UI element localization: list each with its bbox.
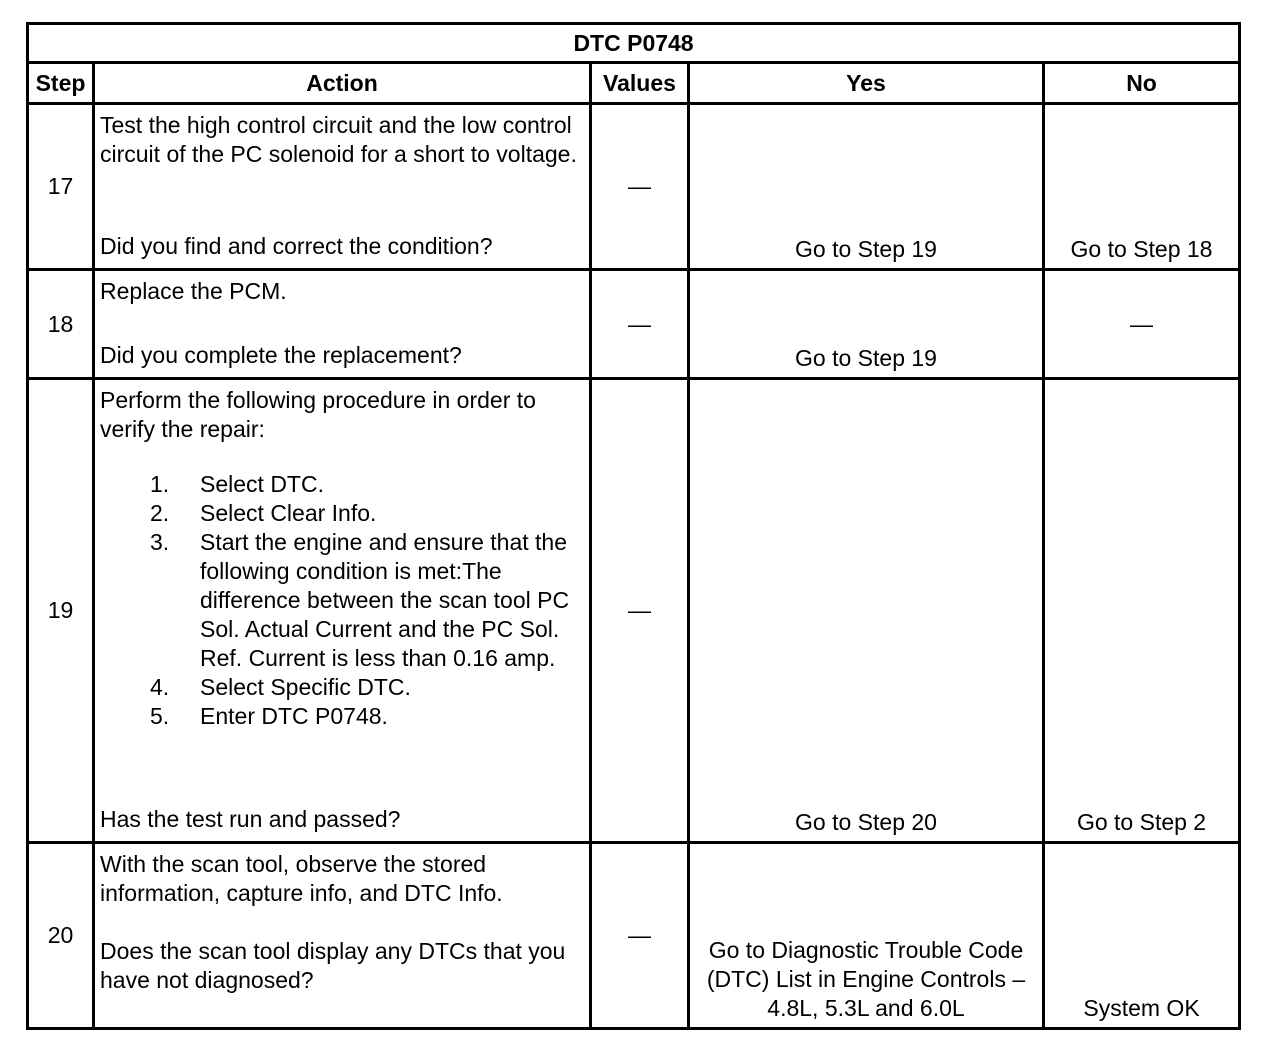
yes-link-text: Go to Diagnostic Trouble Code (DTC) List in Engine Controls – 4.8L, 5.3L and 6.0L [706, 937, 1026, 1021]
list-item: 2. Select Clear Info. [150, 500, 377, 526]
action-cell [94, 270, 591, 379]
values-cell: — [591, 843, 689, 1029]
action-text: With the scan tool, observe the stored information, capture info, and DTC Info. [100, 851, 503, 906]
step-number: 20 [28, 843, 94, 1029]
dtc-table [26, 22, 1241, 1030]
header-yes: Yes [689, 63, 1044, 104]
table-row [28, 270, 1240, 379]
procedure-list [100, 470, 583, 731]
table-row [28, 104, 1240, 270]
values-cell: — [591, 270, 689, 379]
yes-result: Go to Step 19 [689, 104, 1044, 270]
step-number: 19 [28, 379, 94, 843]
no-result: Go to Step 2 [1044, 379, 1240, 843]
yes-result: Go to Step 20 [689, 379, 1044, 843]
step-number: 18 [28, 270, 94, 379]
title-row [28, 24, 1240, 63]
action-cell [94, 104, 591, 270]
header-row [28, 63, 1240, 104]
list-item: 5. Enter DTC P0748. [150, 703, 388, 729]
action-question: Did you find and correct the condition? [100, 233, 493, 259]
header-values: Values [591, 63, 689, 104]
action-cell [94, 843, 591, 1029]
action-text: Test the high control circuit and the low control circuit of the PC solenoid for a short to voltage. [100, 112, 577, 167]
header-step: Step [28, 63, 94, 104]
header-action: Action [94, 63, 591, 104]
yes-result [689, 843, 1044, 1029]
values-cell: — [591, 104, 689, 270]
table-row [28, 843, 1240, 1029]
no-result: System OK [1044, 843, 1240, 1029]
no-result: — [1044, 270, 1240, 379]
list-item: 4. Select Specific DTC. [150, 674, 411, 700]
action-cell [94, 379, 591, 843]
table-row [28, 379, 1240, 843]
no-result: Go to Step 18 [1044, 104, 1240, 270]
list-item: 3. Start the engine and ensure that the following condition is met:The difference between the scan tool PC Sol. Actual Current and the PC Sol. Ref. Current is less than 0.16 amp. [150, 529, 570, 671]
action-question: Does the scan tool display any DTCs that you have not diagnosed? [100, 938, 566, 993]
action-text: Perform the following procedure in order to verify the repair: [100, 387, 536, 442]
step-number: 17 [28, 104, 94, 270]
action-question: Has the test run and passed? [100, 806, 401, 832]
action-text: Replace the PCM. [100, 278, 287, 304]
list-item: 1. Select DTC. [150, 471, 324, 497]
table-title: DTC P0748 [28, 24, 1240, 63]
yes-result: Go to Step 19 [689, 270, 1044, 379]
header-no: No [1044, 63, 1240, 104]
values-cell: — [591, 379, 689, 843]
action-question: Did you complete the replacement? [100, 342, 462, 368]
